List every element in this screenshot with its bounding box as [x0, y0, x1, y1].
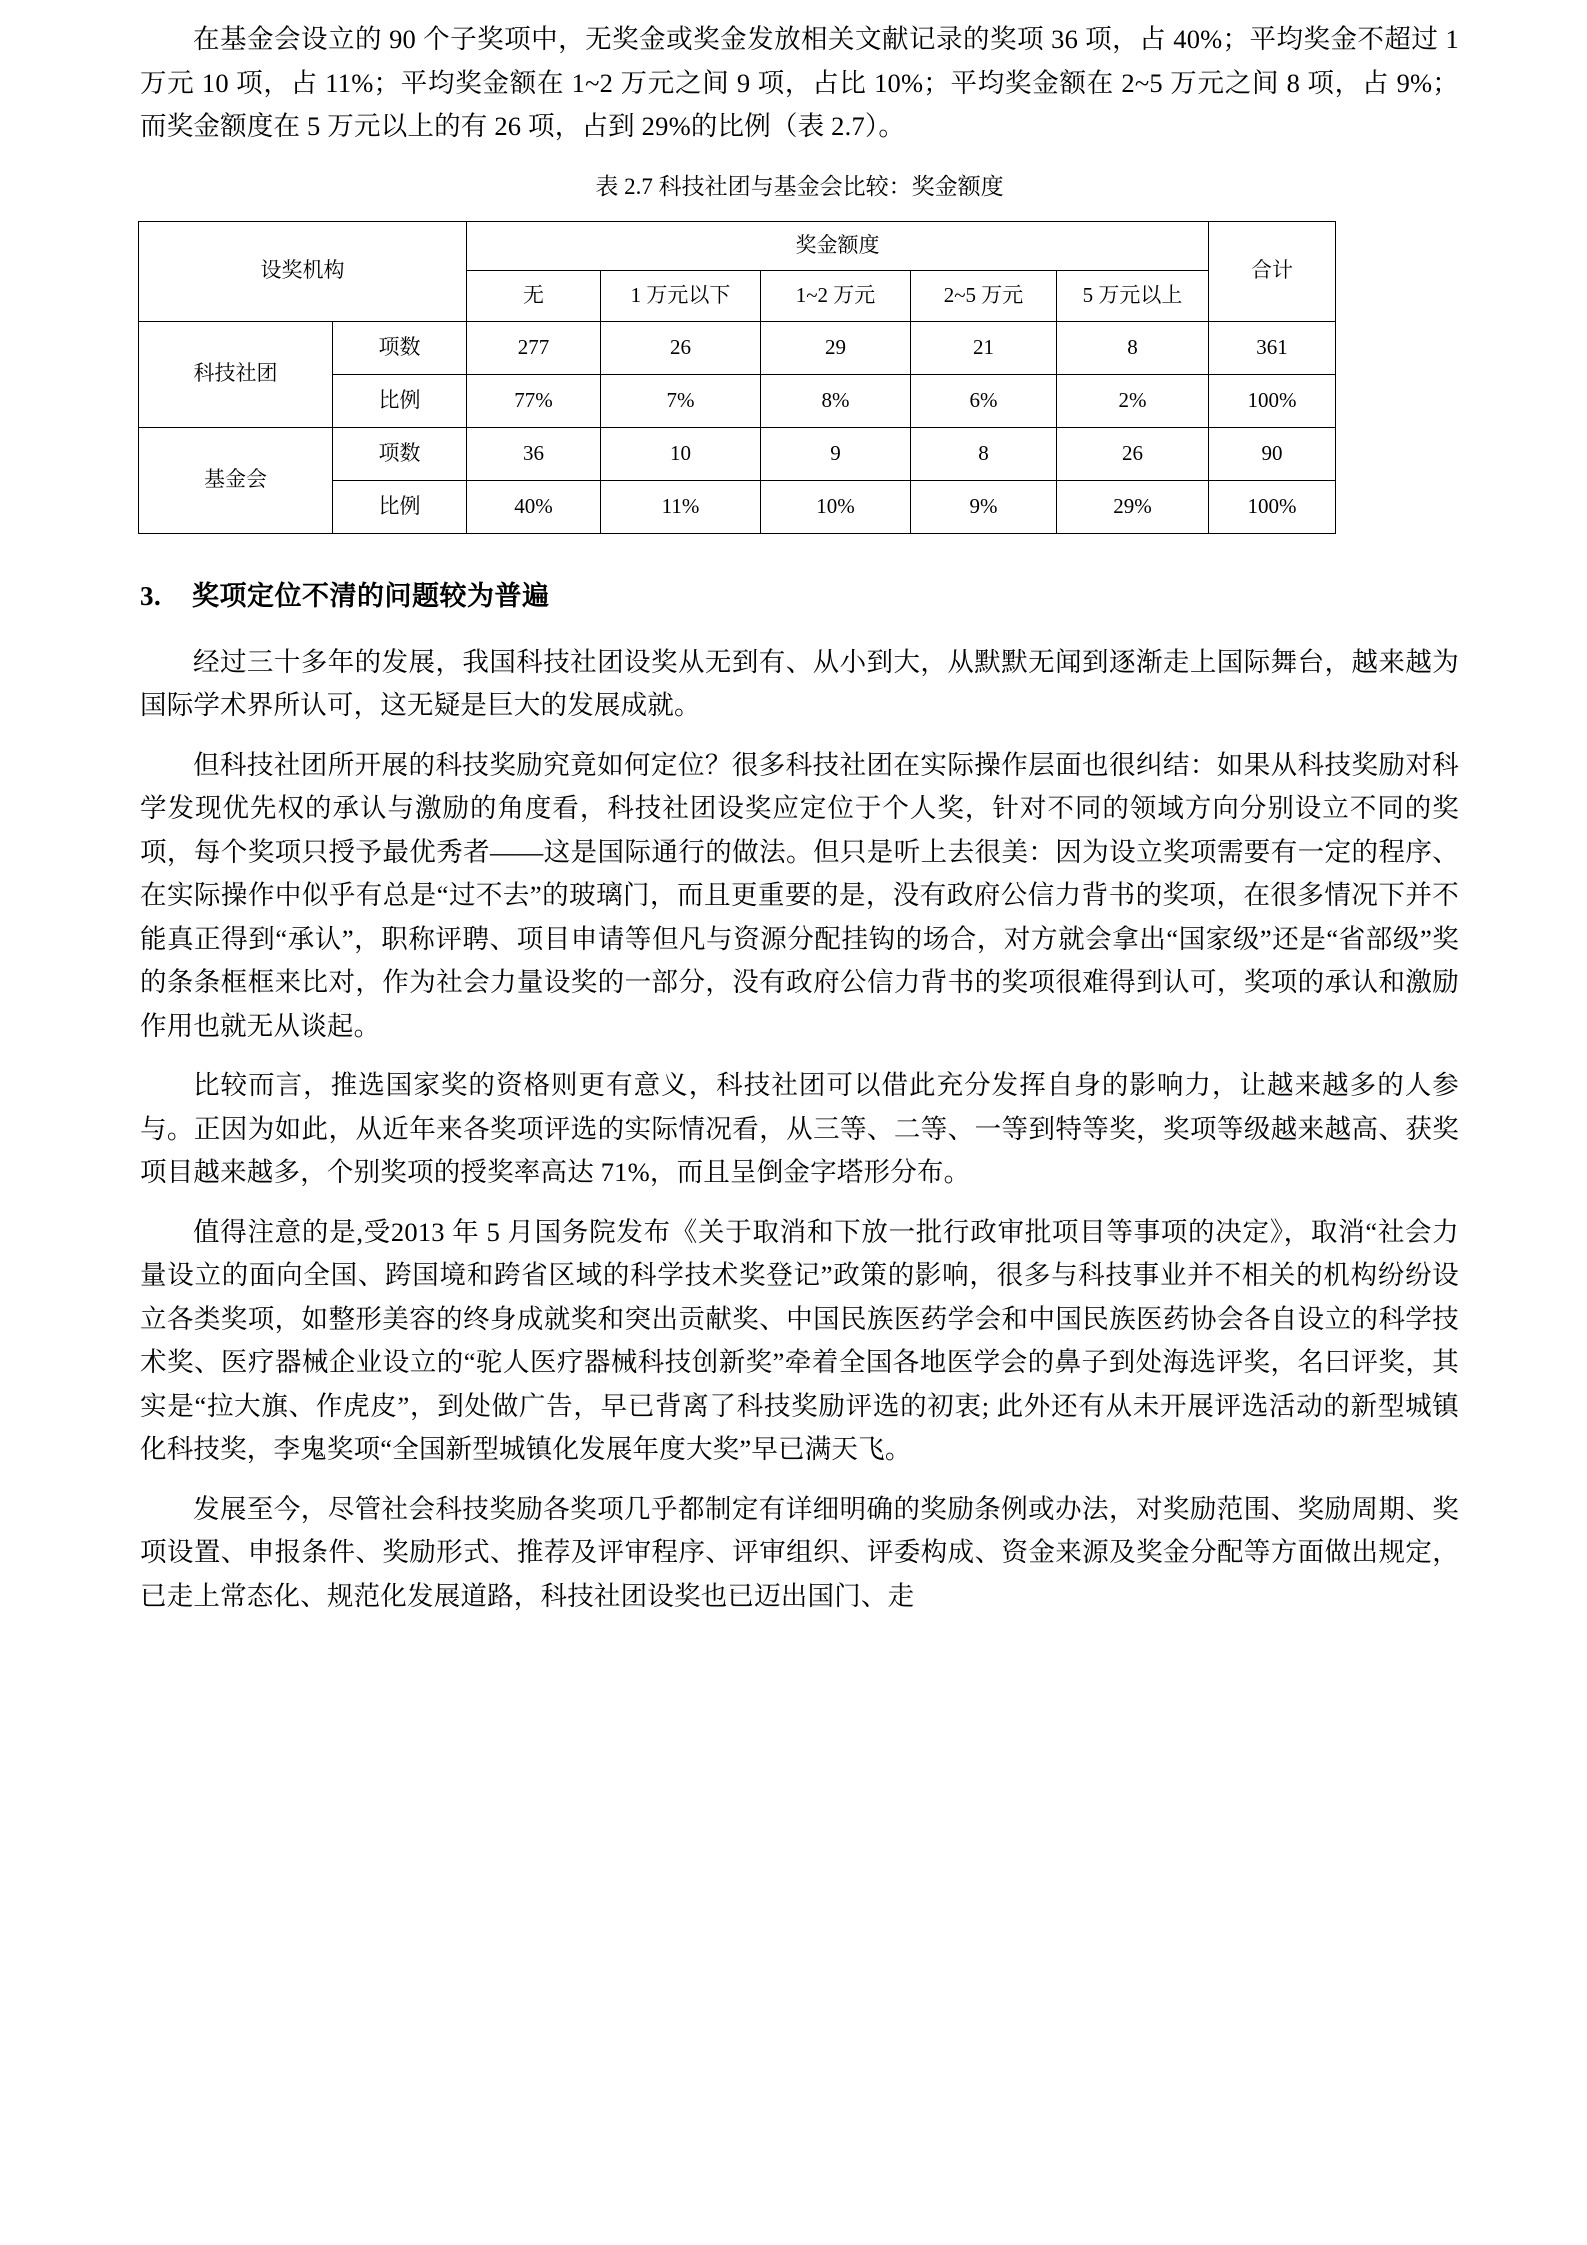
header-bracket-3: 2~5 万元: [911, 270, 1057, 321]
cell-value: 8%: [761, 374, 911, 427]
cell-value: 77%: [467, 374, 601, 427]
cell-value: 8: [911, 427, 1057, 480]
header-org: 设奖机构: [139, 221, 467, 321]
header-group-amount: 奖金额度: [467, 221, 1209, 270]
header-total: 合计: [1209, 221, 1336, 321]
cell-value: 10: [601, 427, 761, 480]
section-heading-number: 3.: [140, 580, 162, 611]
row-kind: 比例: [333, 374, 467, 427]
section-heading-text: 奖项定位不清的问题较为普遍: [192, 580, 550, 611]
cell-value: 29%: [1057, 480, 1209, 533]
table-wrapper: [140, 221, 1459, 534]
header-bracket-1: 1 万元以下: [601, 270, 761, 321]
header-bracket-0: 无: [467, 270, 601, 321]
cell-total: 100%: [1209, 480, 1336, 533]
body-paragraph-5: 发展至今，尽管社会科技奖励各奖项几乎都制定有详细明确的奖励条例或办法，对奖励范围、奖励周期、奖项设置、申报条件、奖励形式、推荐及评审程序、评审组织、评委构成、资金来源及奖金分配等方面做出规定，已走上常态化、规范化发展道路，科技社团设奖也已迈出国门、走: [140, 1493, 1459, 1611]
row-org-jijinhui: 基金会: [139, 427, 333, 533]
header-bracket-4: 5 万元以上: [1057, 270, 1209, 321]
section-heading: [140, 574, 1459, 613]
table-row: [139, 427, 1336, 480]
table-row: [139, 321, 1336, 374]
cell-total: 361: [1209, 321, 1336, 374]
row-kind: 项数: [333, 427, 467, 480]
body-paragraph-1: 经过三十多年的发展，我国科技社团设奖从无到有、从小到大，从默默无闻到逐渐走上国际舞台，越来越为国际学术界所认可，这无疑是巨大的发展成就。: [140, 646, 1459, 720]
row-kind: 项数: [333, 321, 467, 374]
cell-value: 277: [467, 321, 601, 374]
body-paragraph-3: 比较而言，推选国家奖的资格则更有意义，科技社团可以借此充分发挥自身的影响力，让越来越多的人参与。正因为如此，从近年来各奖项评选的实际情况看，从三等、二等、一等到特等奖，奖项等级越来越高、获奖项目越来越多，个别奖项的授奖率高达 71%，而且呈倒金字塔形分布。: [140, 1070, 1459, 1187]
cell-value: 26: [1057, 427, 1209, 480]
row-kind: 比例: [333, 480, 467, 533]
cell-total: 100%: [1209, 374, 1336, 427]
cell-value: 36: [467, 427, 601, 480]
cell-total: 90: [1209, 427, 1336, 480]
cell-value: 9%: [911, 480, 1057, 533]
body-paragraph-2: 但科技社团所开展的科技奖励究竟如何定位？很多科技社团在实际操作层面也很纠结：如果从科技奖励对科学发现优先权的承认与激励的角度看，科技社团设奖应定位于个人奖，针对不同的领域方向分别设立不同的奖项，每个奖项只授予最优秀者——这是国际通行的做法。但只是听上去很美：因为设立奖项需要有一定的程序、在实际操作中似乎有总是“过不去”的玻璃门，而且更重要的是，没有政府公信力背书的奖项，在很多情况下并不能真正得到“承认”，职称评聘、项目申请等但凡与资源分配挂钩的场合，对方就会拿出“国家级”还是“省部级”奖的条条框框来比对，作为社会力量设奖的一部分，没有政府公信力背书的奖项很难得到认可，奖项的承认和激励作用也就无从谈起。: [140, 749, 1459, 1041]
cell-value: 26: [601, 321, 761, 374]
cell-value: 21: [911, 321, 1057, 374]
cell-value: 8: [1057, 321, 1209, 374]
award-amount-table: [138, 221, 1336, 534]
table-header-row-top: [139, 221, 1336, 270]
header-bracket-2: 1~2 万元: [761, 270, 911, 321]
table-caption: 表 2.7 科技社团与基金会比较：奖金额度: [595, 173, 1004, 199]
intro-paragraph: 在基金会设立的 90 个子奖项中，无奖金或奖金发放相关文献记录的奖项 36 项，占 40%；平均奖金不超过 1 万元 10 项，占 11%；平均奖金额在 1~2 万元之间 9 项，占比 10%；平均奖金额在 2~5 万元之间 8 项，占 9%；而奖金额度在 5 万元以上的有 26 项，占到 29%的比例（表 2.7）。: [140, 24, 1459, 141]
cell-value: 10%: [761, 480, 911, 533]
body-paragraph-4: 值得注意的是,受2013 年 5 月国务院发布《关于取消和下放一批行政审批项目等事项的决定》，取消“社会力量设立的面向全国、跨国境和跨省区域的科学技术奖登记”政策的影响，很多与科技事业并不相关的机构纷纷设立各类奖项，如整形美容的终身成就奖和突出贡献奖、中国民族医药学会和中国民族医药协会各自设立的科学技术奖、医疗器械企业设立的“驼人医疗器械科技创新奖”牵着全国各地医学会的鼻子到处海选评奖，名曰评奖，其实是“拉大旗、作虎皮”，到处做广告，早已背离了科技奖励评选的初衷; 此外还有从未开展评选活动的新型城镇化科技奖，李鬼奖项“全国新型城镇化发展年度大奖”早已满天飞。: [140, 1216, 1459, 1464]
cell-value: 6%: [911, 374, 1057, 427]
cell-value: 29: [761, 321, 911, 374]
cell-value: 9: [761, 427, 911, 480]
row-org-keji: 科技社团: [139, 321, 333, 427]
cell-value: 7%: [601, 374, 761, 427]
cell-value: 40%: [467, 480, 601, 533]
cell-value: 11%: [601, 480, 761, 533]
cell-value: 2%: [1057, 374, 1209, 427]
